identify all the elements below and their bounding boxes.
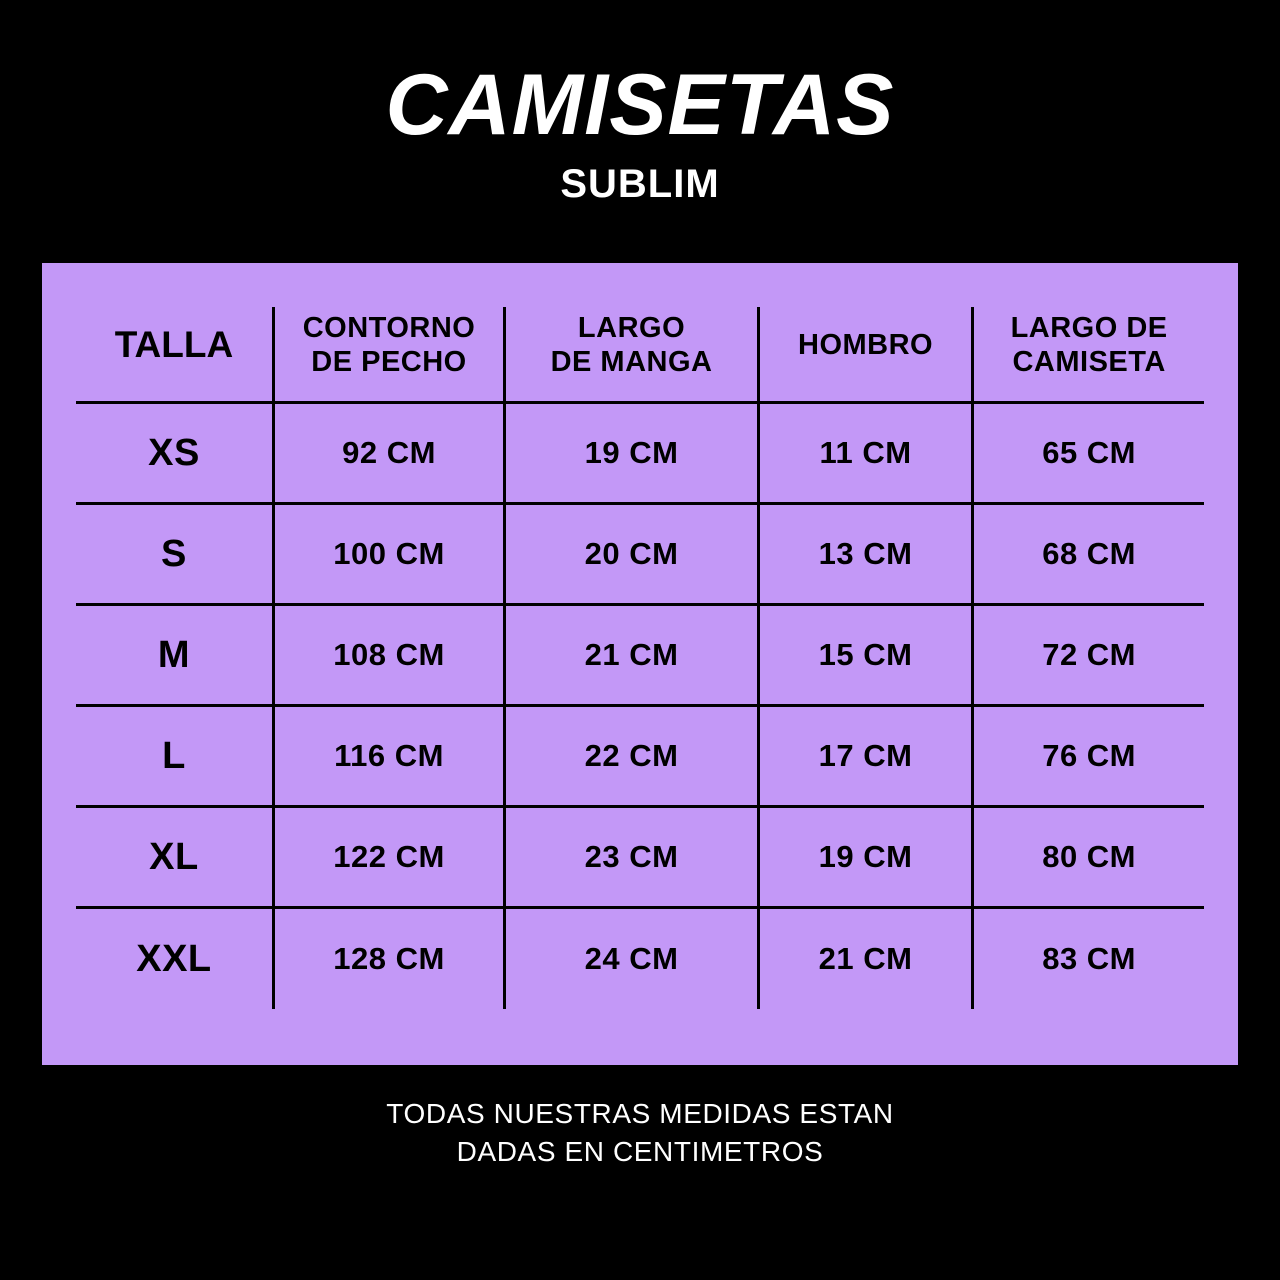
cell-largo-de-manga: 24 CM — [505, 908, 759, 1009]
table-row — [76, 908, 1204, 1009]
cell-hombro: 19 CM — [758, 807, 972, 908]
table-row — [76, 403, 1204, 504]
column-header-largo-de-manga — [505, 307, 759, 403]
cell-hombro: 21 CM — [758, 908, 972, 1009]
cell-largo-de-camiseta: 83 CM — [973, 908, 1204, 1009]
cell-largo-de-manga: 23 CM — [505, 807, 759, 908]
cell-talla: XXL — [136, 937, 212, 980]
cell-largo-de-manga: 22 CM — [505, 706, 759, 807]
cell-hombro: 13 CM — [758, 504, 972, 605]
cell-contorno-de-pecho: 108 CM — [273, 605, 504, 706]
size-table-card — [42, 263, 1238, 1065]
page-title: CAMISETAS — [385, 57, 895, 153]
cell-talla: M — [76, 605, 273, 706]
cell-hombro: 11 CM — [758, 403, 972, 504]
column-header-camiseta-line2: CAMISETA — [1012, 346, 1166, 379]
cell-largo-de-manga: 20 CM — [505, 504, 759, 605]
column-header-hombro — [758, 307, 972, 403]
cell-hombro: 17 CM — [758, 706, 972, 807]
column-header-manga-line1: LARGO — [577, 312, 686, 344]
cell-talla: XL — [76, 807, 273, 908]
footer-note — [386, 1095, 893, 1171]
cell-talla: L — [76, 706, 273, 807]
cell-largo-de-camiseta: 68 CM — [973, 504, 1204, 605]
page-header — [0, 0, 1280, 207]
column-header-contorno-line1: CONTORNO — [302, 312, 476, 344]
table-body — [76, 403, 1204, 1009]
cell-largo-de-camiseta: 65 CM — [973, 403, 1204, 504]
cell-contorno-de-pecho: 92 CM — [273, 403, 504, 504]
column-header-camiseta-line1: LARGO DE — [1010, 312, 1168, 344]
cell-largo-de-camiseta: 80 CM — [973, 807, 1204, 908]
table-row — [76, 706, 1204, 807]
cell-largo-de-camiseta: 72 CM — [973, 605, 1204, 706]
column-header-contorno-line2: DE PECHO — [311, 346, 467, 379]
cell-largo-de-manga: 21 CM — [505, 605, 759, 706]
column-header-manga-line2: DE MANGA — [550, 346, 713, 379]
table-row — [76, 605, 1204, 706]
size-table — [76, 307, 1204, 1009]
cell-talla: XS — [76, 403, 273, 504]
cell-contorno-de-pecho: 122 CM — [273, 807, 504, 908]
footer-note-line2: DADAS EN CENTIMETROS — [456, 1135, 824, 1167]
table-row — [76, 807, 1204, 908]
column-header-hombro-line1: HOMBRO — [798, 329, 934, 362]
cell-hombro: 15 CM — [758, 605, 972, 706]
page-subtitle: SUBLIM — [560, 162, 720, 206]
table-head — [76, 307, 1204, 403]
cell-largo-de-manga: 19 CM — [505, 403, 759, 504]
footer-note-line1: TODAS NUESTRAS MEDIDAS ESTAN — [386, 1097, 894, 1129]
cell-largo-de-camiseta: 76 CM — [973, 706, 1204, 807]
table-row — [76, 504, 1204, 605]
cell-contorno-de-pecho: 100 CM — [273, 504, 504, 605]
column-header-talla-line1: TALLA — [114, 324, 234, 366]
table-header-row — [76, 307, 1204, 403]
column-header-largo-de-camiseta — [973, 307, 1204, 403]
cell-talla: S — [76, 504, 273, 605]
cell-contorno-de-pecho: 116 CM — [273, 706, 504, 807]
column-header-contorno-de-pecho — [273, 307, 504, 403]
cell-contorno-de-pecho: 128 CM — [273, 908, 504, 1009]
column-header-talla — [76, 307, 273, 403]
